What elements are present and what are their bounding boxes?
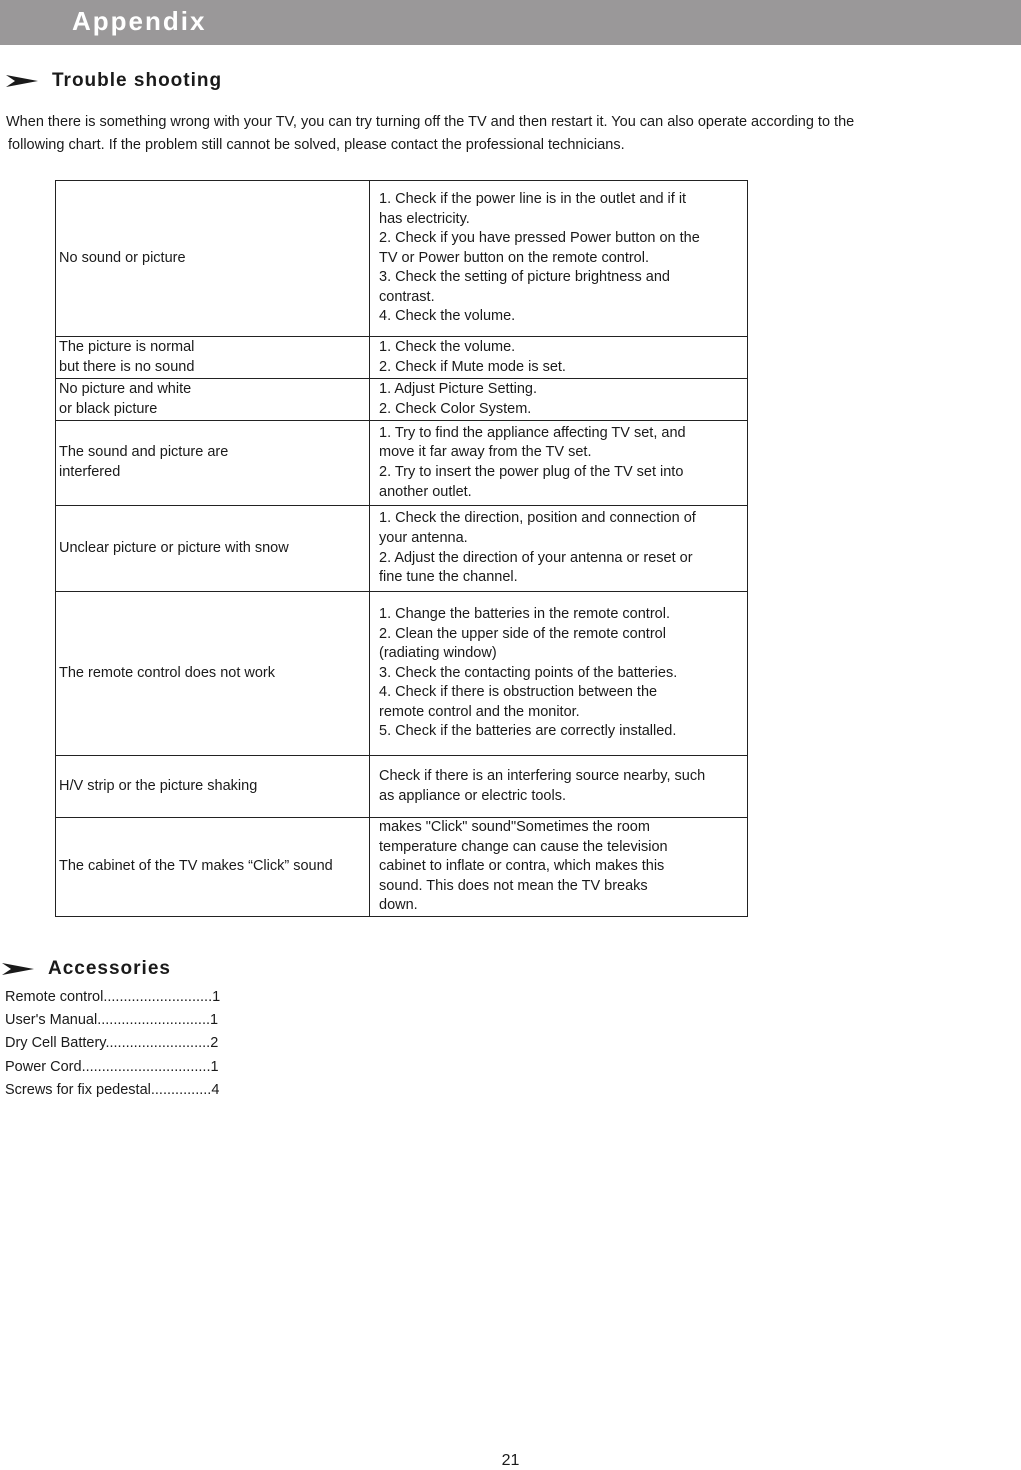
accessory-leader-dots: ............... (150, 1081, 212, 1098)
table-row (56, 756, 748, 818)
problem-cell (56, 379, 370, 421)
solution-text: 3. Check the contacting points of the batteries. (379, 664, 678, 681)
solution-text: 3. Check the setting of picture brightness and (379, 269, 670, 286)
accessory-leader-dots: ............................ (97, 1012, 211, 1029)
problem-cell (56, 181, 370, 337)
solution-text: temperature change can cause the television (379, 838, 668, 855)
problem-cell (56, 756, 370, 818)
problem-cell (56, 818, 370, 917)
list-item (5, 986, 305, 1009)
solution-text: your antenna. (379, 529, 468, 546)
solution-text: 1. Check the direction, position and connection of (379, 510, 696, 527)
page-number: 21 (501, 1452, 520, 1469)
problem-text: The cabinet of the TV makes “Click” sound (59, 858, 333, 875)
solution-text: fine tune the channel. (379, 569, 518, 586)
solution-text: 4. Check the volume. (379, 308, 516, 325)
solution-text: (radiating window) (379, 645, 497, 662)
troubleshooting-intro (6, 111, 1006, 157)
table-row (56, 818, 748, 917)
solution-text: move it far away from the TV set. (379, 444, 592, 461)
list-item (5, 1009, 305, 1032)
solution-text: 2. Try to insert the power plug of the TV set into (379, 464, 684, 480)
accessory-name: Dry Cell Battery (5, 1035, 106, 1052)
solution-text: makes "Click" sound"Sometimes the room (379, 819, 650, 835)
header-bar (0, 0, 1021, 45)
solution-text: 5. Check if the batteries are correctly installed. (379, 723, 677, 740)
table-row (56, 506, 748, 592)
accessory-name: Screws for fix pedestal (5, 1081, 151, 1098)
solution-text: Check if there is an interfering source nearby, such (379, 767, 706, 784)
intro-line-2: following chart. If the problem still cannot be solved, please contact the professional technicians. (8, 137, 625, 153)
table-row (56, 421, 748, 506)
solution-text: as appliance or electric tools. (379, 787, 566, 804)
solution-cell (370, 756, 748, 818)
troubleshooting-heading (6, 70, 222, 92)
table-row (56, 379, 748, 421)
solution-text: has electricity. (379, 210, 470, 227)
solution-cell (370, 592, 748, 756)
accessory-name: Power Cord (5, 1058, 82, 1075)
problem-text: but there is no sound (59, 358, 195, 375)
solution-text: 1. Check the volume. (379, 338, 516, 355)
list-item (5, 1032, 305, 1055)
solution-text: 2. Adjust the direction of your antenna or reset or (379, 549, 693, 566)
solution-text: 2. Clean the upper side of the remote control (379, 625, 666, 642)
problem-text: H/V strip or the picture shaking (59, 777, 258, 794)
accessories-list (5, 986, 305, 1102)
list-item (5, 1056, 305, 1079)
solution-text: sound. This does not mean the TV breaks (379, 877, 648, 894)
accessory-name: User's Manual (5, 1012, 98, 1029)
accessory-quantity: 1 (210, 1058, 219, 1075)
solution-text: 2. Check if Mute mode is set. (379, 358, 566, 375)
solution-cell (370, 818, 748, 917)
accessory-leader-dots: ................................ (81, 1058, 211, 1075)
solution-text: down. (379, 897, 418, 914)
table-row (56, 592, 748, 756)
solution-text: 1. Adjust Picture Setting. (379, 380, 537, 397)
problem-text: No sound or picture (59, 249, 186, 266)
solution-cell (370, 337, 748, 379)
arrow-bullet-icon (2, 962, 34, 976)
solution-text: 1. Check if the power line is in the outlet and if it (379, 190, 687, 207)
solution-text: TV or Power button on the remote control. (379, 249, 649, 266)
page-title: Appendix (72, 6, 207, 36)
problem-text: The sound and picture are (59, 444, 229, 461)
solution-cell (370, 379, 748, 421)
problem-cell (56, 506, 370, 592)
accessory-quantity: 2 (210, 1035, 219, 1052)
troubleshooting-table (55, 180, 748, 917)
accessories-heading (2, 958, 171, 980)
problem-cell (56, 421, 370, 506)
solution-text: another outlet. (379, 483, 472, 500)
problem-text: The picture is normal (59, 338, 195, 355)
accessory-quantity: 1 (210, 1012, 219, 1029)
solution-text: 2. Check Color System. (379, 400, 532, 417)
table-row (56, 181, 748, 337)
troubleshooting-heading-text: Trouble shooting (52, 70, 223, 91)
solution-text: 1. Change the batteries in the remote control. (379, 605, 670, 622)
accessory-quantity: 1 (212, 989, 221, 1005)
table-row (56, 337, 748, 379)
solution-text: remote control and the monitor. (379, 703, 580, 720)
solution-cell (370, 181, 748, 337)
solution-text: cabinet to inflate or contra, which makes this (379, 858, 665, 875)
accessory-quantity: 4 (211, 1081, 220, 1098)
solution-text: 4. Check if there is obstruction between the (379, 684, 658, 701)
list-item (5, 1079, 305, 1102)
problem-text: interfered (59, 464, 121, 480)
intro-line-1: When there is something wrong with your TV, you can try turning off the TV and then restart it. You can also operate according to the (6, 114, 855, 130)
accessory-leader-dots: ........................... (103, 989, 213, 1005)
solution-text: contrast. (379, 288, 435, 305)
problem-cell (56, 337, 370, 379)
problem-text: or black picture (59, 400, 158, 417)
accessories-heading-text: Accessories (48, 958, 171, 979)
problem-text: The remote control does not work (59, 664, 275, 681)
problem-text: No picture and white (59, 380, 192, 397)
solution-text: 1. Try to find the appliance affecting TV set, and (379, 424, 686, 441)
accessory-name: Remote control (5, 989, 104, 1005)
accessory-leader-dots: .......................... (105, 1035, 211, 1052)
problem-text: Unclear picture or picture with snow (59, 539, 289, 556)
solution-text: 2. Check if you have pressed Power button on the (379, 230, 700, 247)
problem-cell (56, 592, 370, 756)
solution-cell (370, 421, 748, 506)
arrow-bullet-icon (6, 74, 38, 88)
solution-cell (370, 506, 748, 592)
